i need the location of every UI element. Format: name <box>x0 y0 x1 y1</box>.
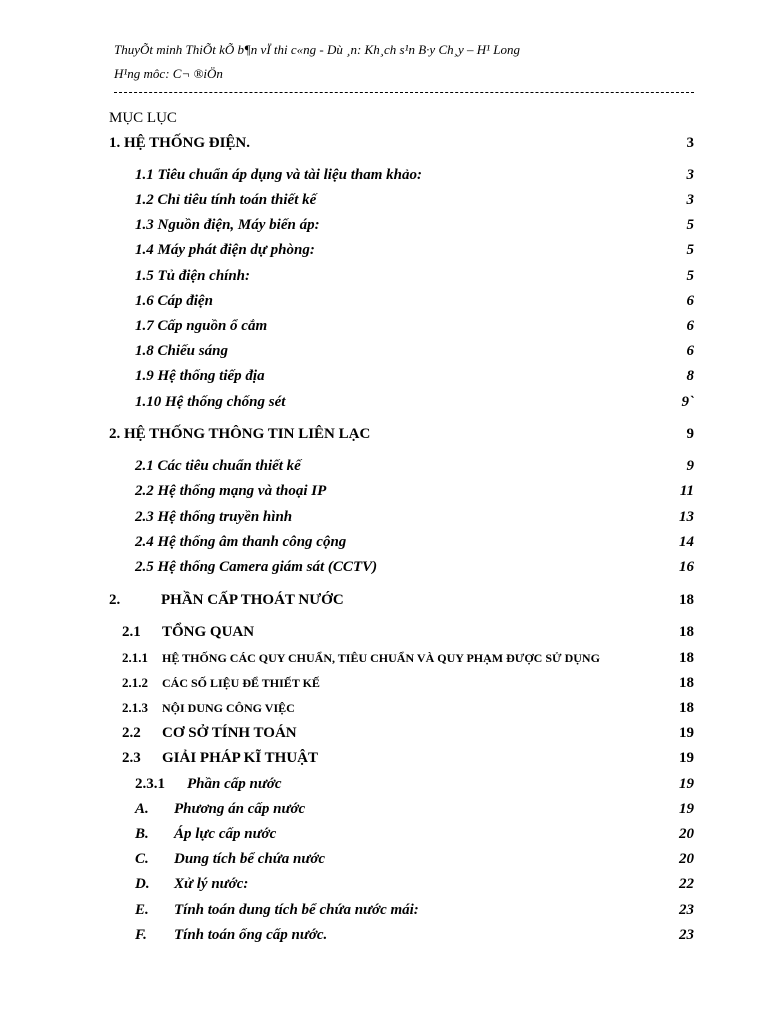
toc-entry-page: 18 <box>679 592 694 608</box>
toc-entry-number: B. <box>135 826 149 842</box>
toc-entry-number: 2.3 <box>122 750 141 766</box>
toc-entry[interactable] <box>0 426 694 446</box>
toc-entry-number: 2.1.3 <box>122 700 148 715</box>
toc-entry-page: 18 <box>679 624 694 640</box>
toc-entry-number: F. <box>135 927 147 943</box>
toc-entry-label: 2.3 Hệ thống truyền hình <box>135 509 293 525</box>
toc-entry-page: 9 <box>686 458 694 474</box>
toc-entry[interactable] <box>0 826 694 846</box>
toc-entry-page: 6 <box>686 318 694 334</box>
toc-entry[interactable] <box>0 559 694 579</box>
toc-entry[interactable] <box>0 343 694 363</box>
toc-entry[interactable] <box>0 483 694 503</box>
toc-entry-page: 18 <box>679 675 694 691</box>
toc-entry-label: 1.9 Hệ thống tiếp địa <box>135 368 265 384</box>
toc-entry-page: 20 <box>679 851 694 867</box>
toc-entry[interactable] <box>0 318 694 338</box>
toc-entry-label <box>122 725 297 742</box>
toc-entry[interactable] <box>0 509 694 529</box>
toc-entry-number: 2.3.1 <box>135 776 165 792</box>
toc-entry[interactable] <box>0 135 694 155</box>
toc-entry-page: 23 <box>679 927 694 943</box>
toc-entry[interactable] <box>0 750 694 770</box>
toc-entry-label <box>122 650 600 666</box>
toc-entry-label: 2.1 Các tiêu chuẩn thiết kế <box>135 458 301 474</box>
toc-entry-text: CƠ SỞ TÍNH TOÁN <box>162 725 297 741</box>
toc-entry[interactable] <box>0 458 694 478</box>
toc-entry-label <box>135 927 327 944</box>
toc-entry[interactable] <box>0 725 694 745</box>
toc-entry-page: 3 <box>686 192 694 208</box>
toc-entry-label: 1.4 Máy phát điện dự phòng: <box>135 242 315 258</box>
toc-entry-number: C. <box>135 851 149 867</box>
toc-entry-page: 5 <box>686 242 694 258</box>
toc-entry-page: 9` <box>681 394 694 410</box>
toc-title: MỤC LỤC <box>109 110 177 126</box>
toc-entry-label: 2.5 Hệ thống Camera giám sát (CCTV) <box>135 559 378 575</box>
toc-entry[interactable] <box>0 394 694 414</box>
toc-entry-label <box>122 624 254 641</box>
toc-entry-label: 1.2 Chỉ tiêu tính toán thiết kế <box>135 192 317 208</box>
toc-entry-label <box>122 675 320 691</box>
toc-entry-text: CÁC SỐ LIỆU ĐỂ THIẾT KẾ <box>162 676 320 690</box>
toc-entry-label: 2.2 Hệ thống mạng và thoại IP <box>135 483 327 499</box>
toc-entry-label: 1.10 Hệ thống chống sét <box>135 394 286 410</box>
toc-entry[interactable] <box>0 242 694 262</box>
toc-entry-page: 19 <box>679 725 694 741</box>
toc-entry-label <box>135 876 248 893</box>
document-header-title: ThuyÕt minh ThiÕt kÕ b¶n vÏ thi c«ng - Dù ¸n: Kh¸ch s¹n B·y Ch¸y – H¹ Long <box>114 42 520 57</box>
toc-entry-label <box>109 592 344 609</box>
toc-entry-number: D. <box>135 876 150 892</box>
toc-entry-page: 18 <box>679 650 694 666</box>
toc-entry[interactable] <box>0 700 694 720</box>
toc-entry-page: 6 <box>686 343 694 359</box>
toc-entry-label <box>135 826 276 843</box>
toc-entry-page: 8 <box>686 368 694 384</box>
toc-entry-page: 19 <box>679 801 694 817</box>
toc-entry-label <box>135 776 282 793</box>
toc-entry-label: 2. HỆ THỐNG THÔNG TIN LIÊN LẠC <box>109 426 371 442</box>
toc-entry-label <box>135 902 419 919</box>
toc-entry[interactable] <box>0 927 694 947</box>
toc-entry[interactable] <box>0 368 694 388</box>
toc-entry-page: 22 <box>679 876 694 892</box>
toc-entry[interactable] <box>0 167 694 187</box>
toc-entry[interactable] <box>0 624 694 644</box>
toc-entry[interactable] <box>0 293 694 313</box>
toc-entry-label: 1.7 Cấp nguồn ổ cắm <box>135 318 268 334</box>
toc-entry-number: A. <box>135 801 149 817</box>
toc-entry-number: 2. <box>109 592 121 608</box>
toc-entry-page: 6 <box>686 293 694 309</box>
toc-entry-text: Tính toán dung tích bể chứa nước mái: <box>174 902 419 918</box>
toc-entry[interactable] <box>0 592 694 612</box>
toc-entry-number: 2.2 <box>122 725 141 741</box>
toc-entry-page: 3 <box>686 167 694 183</box>
toc-entry-label <box>122 750 318 767</box>
header-separator <box>114 92 694 93</box>
toc-entry-page: 9 <box>686 426 694 442</box>
toc-entry-text: Tính toán ống cấp nước. <box>174 927 328 943</box>
toc-entry-page: 20 <box>679 826 694 842</box>
document-header-category: H¹ng môc: C¬ ®iÖn <box>114 66 223 81</box>
toc-entry[interactable] <box>0 801 694 821</box>
toc-entry-text: Phần cấp nước <box>187 776 282 792</box>
toc-entry-page: 11 <box>679 483 694 499</box>
toc-entry-text: NỘI DUNG CÔNG VIỆC <box>162 701 295 715</box>
toc-entry-page: 18 <box>679 700 694 716</box>
toc-entry-text: TỔNG QUAN <box>162 624 255 640</box>
toc-entry-text: Xử lý nước: <box>174 876 249 892</box>
toc-entry[interactable] <box>0 876 694 896</box>
toc-entry-label: 1.3 Nguồn điện, Máy biến áp: <box>135 217 320 233</box>
toc-entry-page: 16 <box>679 559 694 575</box>
toc-entry[interactable] <box>0 776 694 796</box>
toc-entry[interactable] <box>0 268 694 288</box>
toc-entry-page: 5 <box>686 268 694 284</box>
toc-entry-label: 1. HỆ THỐNG ĐIỆN. <box>109 135 250 151</box>
toc-entry-page: 19 <box>679 750 694 766</box>
toc-entry-number: 2.1 <box>122 624 141 640</box>
toc-entry-label: 1.1 Tiêu chuẩn áp dụng và tài liệu tham khảo: <box>135 167 422 183</box>
toc-entry-label <box>122 700 295 716</box>
toc-entry[interactable] <box>0 851 694 871</box>
toc-entry-page: 19 <box>679 776 694 792</box>
toc-entry[interactable] <box>0 217 694 237</box>
toc-entry[interactable] <box>0 192 694 212</box>
toc-entry-label: 2.4 Hệ thống âm thanh công cộng <box>135 534 347 550</box>
toc-entry-label: 1.5 Tủ điện chính: <box>135 268 251 284</box>
toc-entry[interactable] <box>0 675 694 695</box>
toc-entry-label: 1.8 Chiếu sáng <box>135 343 228 359</box>
toc-entry-label <box>135 851 325 868</box>
toc-entry-text: HỆ THỐNG CÁC QUY CHUẨN, TIÊU CHUẨN VÀ QUY PHẠM ĐƯỢC SỬ DỤNG <box>162 651 600 665</box>
toc-entry-text: Phương án cấp nước <box>174 801 306 817</box>
toc-entry-label <box>135 801 305 818</box>
toc-entry-number: 2.1.2 <box>122 675 148 690</box>
toc-entry-label: 1.6 Cáp điện <box>135 293 213 309</box>
toc-entry-page: 14 <box>679 534 694 550</box>
toc-entry-text: Áp lực cấp nước <box>174 826 277 842</box>
toc-entry[interactable] <box>0 902 694 922</box>
toc-entry-page: 3 <box>686 135 694 151</box>
toc-entry-page: 13 <box>679 509 694 525</box>
toc-entry-number: 2.1.1 <box>122 650 148 665</box>
toc-entry-number: E. <box>135 902 149 918</box>
toc-entry-text: Dung tích bể chứa nước <box>174 851 326 867</box>
toc-entry-text: PHẦN CẤP THOÁT NƯỚC <box>161 592 344 608</box>
toc-entry-page: 23 <box>679 902 694 918</box>
toc-entry[interactable] <box>0 534 694 554</box>
toc-entry[interactable] <box>0 650 694 670</box>
toc-entry-text: GIẢI PHÁP KĨ THUẬT <box>162 750 318 766</box>
toc-entry-page: 5 <box>686 217 694 233</box>
